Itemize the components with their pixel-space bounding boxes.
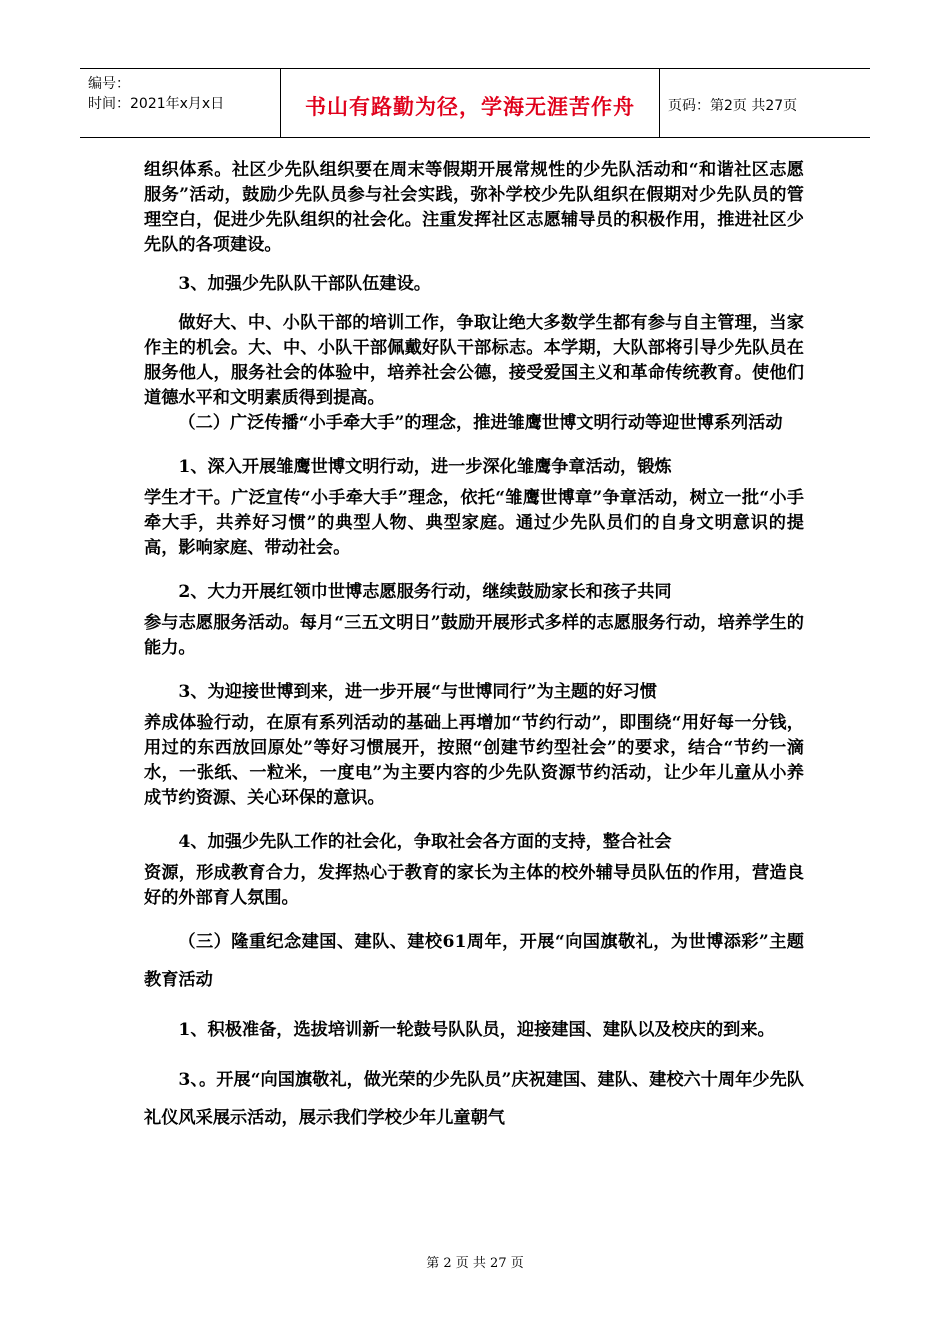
paragraph: 1、深入开展雏鹰世博文明行动，进一步深化雏鹰争章活动，锻炼 — [178, 457, 672, 477]
header-motto-cell — [281, 69, 660, 137]
section-heading: 3、加强少先队队干部队伍建设。 — [178, 274, 431, 294]
paragraph: 养成体验行动，在原有系列活动的基础上再增加“节约行动”，即围绕“用好每一分钱，用过的东西放回原处”等好习惯展开，按照“创建节约型社会”的要求，结合“节约一滴水，一张纸、一粒米，一度电”为主要内容的少先队资源节约活动，让少年儿童从小养成节约资源、关心环保的意识。 — [144, 713, 804, 808]
header-meta — [80, 69, 281, 137]
document-body — [144, 158, 804, 1137]
document-number: 编号： — [88, 76, 130, 92]
paragraph: 1、积极准备，选拔培训新一轮鼓号队队员，迎接建国、建队以及校庆的到来。 — [178, 1020, 775, 1040]
section-heading: （二）广泛传播“小手牵大手”的理念，推进雏鹰世博文明行动等迎世博系列活动 — [178, 413, 783, 433]
page-footer: 第 2 页 共 27 页 — [426, 1256, 524, 1271]
document-time: 时间：2021年x月x日 — [88, 96, 225, 112]
paragraph: 2、大力开展红领巾世博志愿服务行动，继续鼓励家长和孩子共同 — [178, 582, 672, 602]
section-heading: （三）隆重纪念建国、建队、建校61周年，开展“向国旗敬礼，为世博添彩”主题教育活动 — [144, 932, 804, 990]
paragraph: 资源，形成教育合力，发挥热心于教育的家长为主体的校外辅导员队伍的作用，营造良好的外部育人氛围。 — [144, 863, 804, 908]
paragraph: 参与志愿服务活动。每月“三五文明日”鼓励开展形式多样的志愿服务行动，培养学生的能力。 — [144, 613, 804, 658]
paragraph: 做好大、中、小队干部的培训工作，争取让绝大多数学生都有参与自主管理，当家作主的机会。大、中、小队干部佩戴好队干部标志。本学期，大队部将引导少先队员在服务他人，服务社会的体验中，培养社会公德，接受爱国主义和革命传统教育。使他们道德水平和文明素质得到提高。 — [144, 313, 804, 408]
paragraph: 3、。开展“向国旗敬礼，做光荣的少先队员”庆祝建国、建队、建校六十周年少先队礼仪风采展示活动，展示我们学校少年儿童朝气 — [144, 1070, 804, 1128]
paragraph: 组织体系。社区少先队组织要在周末等假期开展常规性的少先队活动和“和谐社区志愿服务”活动，鼓励少先队员参与社会实践，弥补学校少先队组织在假期对少先队员的管理空白，促进少先队组织的社会化。注重发挥社区志愿辅导员的积极作用，推进社区少先队的各项建设。 — [144, 160, 804, 255]
paragraph: 3、为迎接世博到来，进一步开展“与世博同行”为主题的好习惯 — [178, 682, 657, 702]
header-page-number: 页码：第2页 共27页 — [668, 98, 798, 114]
paragraph: 学生才干。广泛宣传“小手牵大手”理念，依托“雏鹰世博章”争章活动，树立一批“小手牵大手，共养好习惯”的典型人物、典型家庭。通过少先队员们的自身文明意识的提高，影响家庭、带动社会。 — [144, 488, 804, 558]
page-header — [80, 68, 870, 138]
paragraph: 4、加强少先队工作的社会化，争取社会各方面的支持，整合社会 — [178, 832, 672, 852]
header-motto: 书山有路勤为径，学海无涯苦作舟 — [305, 95, 635, 119]
header-page-cell — [660, 69, 870, 137]
